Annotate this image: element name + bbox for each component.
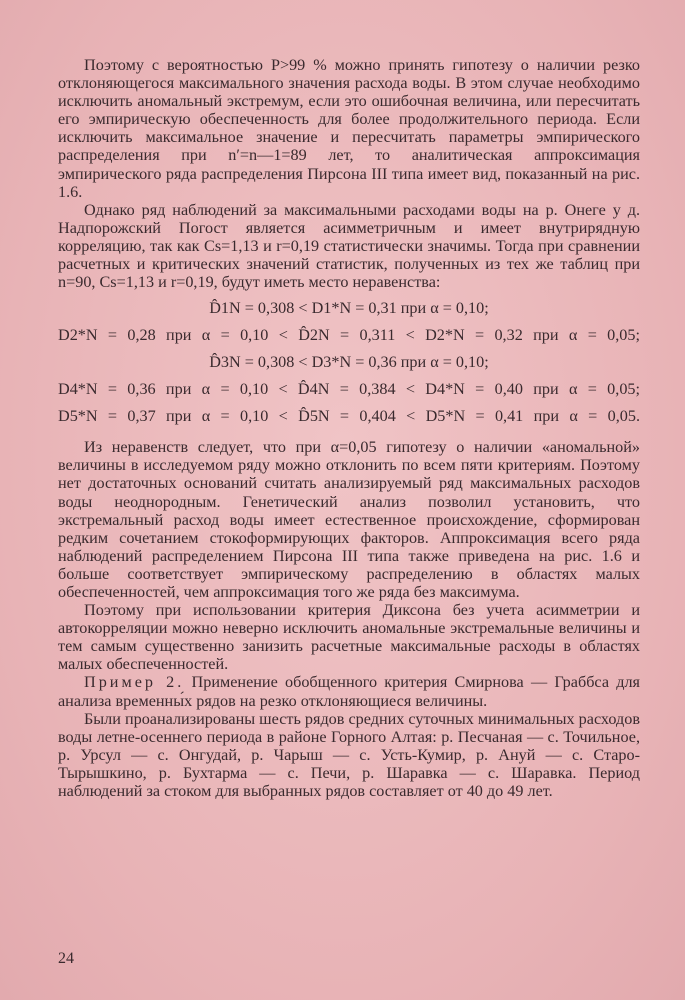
inequalities-block bbox=[58, 295, 640, 430]
paragraph-2: Однако ряд наблюдений за максимальными расходами воды на р. Онеге у д. Надпорожский Погост является асимметричным и имеет внутрирядную корреляцию, так как Cs=1,13 и r=0,19 статистически значимы. Тогда при сравнении расчетных и критических значений статистик, полученных из тех же таблиц при n=90, Cs=1,13 и r=0,19, будут иметь место неравенства: bbox=[58, 200, 640, 292]
example-heading bbox=[58, 673, 640, 709]
paragraph-4: Поэтому при использовании критерия Диксона без учета асимметрии и автокорреляции можно неверно исключить аномальные экстремальные величины и тем самым существенно занизить расчетные максимальные расходы в областях малых обеспеченностей. bbox=[58, 601, 640, 674]
inequality-d5: D5*N = 0,37 при α = 0,10 < D̂5N = 0,404 < D5*N = 0,41 при α = 0,05. bbox=[58, 407, 640, 426]
inequality-d1: D̂1N = 0,308 < D1*N = 0,31 при α = 0,10; bbox=[209, 299, 489, 318]
paragraph-1: Поэтому с вероятностью P>99 % можно принять гипотезу о наличии резко отклоняющегося максимального значения расхода воды. В этом случае необходимо исключить аномальный экстремум, если это ошибочная величина, или пересчитать его эмпирическую обеспеченность для более продолжительного периода. Если исключить максимальное значение и пересчитать параметры эмпирического распределения при n′=n—1=89 лет, то аналитическая аппроксимация эмпирического ряда распределения Пирсона III типа имеет вид, показанный на рис. 1.6. bbox=[58, 56, 640, 201]
example-label: Пример 2. bbox=[84, 673, 185, 692]
page-body bbox=[58, 56, 640, 800]
paragraph-5: Были проанализированы шесть рядов средних суточных минимальных расходов воды летне-осеннего периода в районе Горного Алтая: р. Песчаная — с. Точильное, р. Урсул — с. Онгудай, р. Чарыш — с. Усть-Кумир, р. Ануй — с. Старо-Тырышкино, р. Бухтарма — с. Печи, р. Шаравка — с. Шаравка. Период наблюдений за стоком для выбранных рядов составляет от 40 до 49 лет. bbox=[58, 709, 641, 800]
page-number: 24 bbox=[58, 950, 74, 967]
inequality-d3: D̂3N = 0,308 < D3*N = 0,36 при α = 0,10; bbox=[209, 353, 489, 372]
inequality-d2: D2*N = 0,28 при α = 0,10 < D̂2N = 0,311 < D2*N = 0,32 при α = 0,05; bbox=[58, 326, 640, 345]
paragraph-3: Из неравенств следует, что при α=0,05 гипотезу о наличии «аномальной» величины в исследуемом ряду можно отклонить по всем пяти критериям. Поэтому нет достаточных оснований считать анализируемый ряд максимальных расходов воды неоднородным. Генетический анализ позволил установить, что экстремальный расход воды имеет естественное происхождение, сформирован редким сочетанием стокоформирующих факторов. Аппроксимация всего ряда наблюдений распределением Пирсона III типа также приведена на рис. 1.6 и больше соответствует эмпирическому распределению в областях малых обеспеченностей, чем аппроксимация того же ряда без максимума. bbox=[58, 438, 640, 601]
inequality-d4: D4*N = 0,36 при α = 0,10 < D̂4N = 0,384 < D4*N = 0,40 при α = 0,05; bbox=[58, 380, 640, 399]
example-title: Применение обобщенного критерия Смирнова — Граббса для анализа временны́х рядов на резко отклоняющиеся величины. bbox=[58, 673, 640, 710]
